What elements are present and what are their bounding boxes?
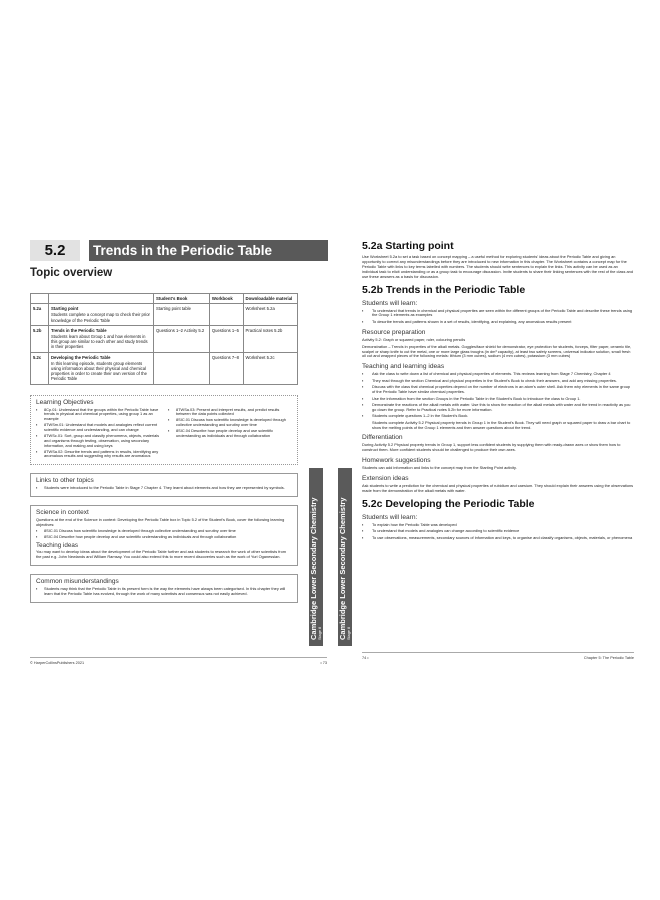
learn-item: ▪ To understand that models and analogies can change according to scientific evidence (362, 529, 634, 534)
teaching-item: ▪ They read through the section Chemical and physical properties in the Student's Book to check their answers, and add any missing properties. (362, 379, 634, 384)
teaching-ideas-title: Teaching ideas (36, 542, 79, 550)
misunderstanding-item: ▪ Students may think that the Periodic Table in its present form is the way the elements have always been categorised. In this chapter they will learn that the Periodic Table has evolved, through the work of many scientists and consensus was not easily achieved. (36, 587, 292, 597)
links-title: Links to other topics (36, 477, 94, 485)
heading-52c: 5.2c Developing the Periodic Table (362, 497, 535, 510)
science-intro: Questions at the end of the Science in context: Developing the Periodic Table box in Topic 5.2 of the Student's Book, cover the following learning objectives: (36, 517, 285, 528)
teaching-item: ▪ Discuss with the class that chemical properties depend on the number of electrons in an atom's outer shell. Ask them why elements in the same group of the Periodic Table have similar chemical properties. (362, 385, 634, 395)
row-students-book: Starting point table (154, 304, 210, 326)
left-page (30, 240, 328, 603)
spine-title: Cambridge Lower Secondary Chemistry (338, 497, 347, 640)
objectives-col-1 (36, 408, 160, 461)
row-students-book: Questions 1–2 Activity 5.2 (154, 325, 210, 352)
teaching-title: Teaching and learning ideas (362, 363, 445, 371)
teaching-item: ▪ Use the information from the section Groups in the Periodic Table in the Student's Book to introduce the class to Group 1. (362, 397, 634, 402)
row-code: 5.2c (31, 352, 49, 384)
learn-item: ▪ To explain how the Periodic Table was developed (362, 523, 634, 528)
teaching-item: ▪ Students complete questions 1–2 in the Student's Book. (362, 414, 634, 419)
objective-item: ▪ 8TWSm.01: Understand that models and analogies reflect current scientific evidence and understanding, and can change (36, 423, 160, 433)
extension-title: Extension ideas (362, 475, 409, 483)
spine-tab-right (338, 468, 352, 646)
chapter-label: Chapter 5: The Periodic Table (583, 656, 634, 660)
heading-52b: 5.2b Trends in the Periodic Table (362, 283, 526, 296)
science-item: ▪ 8SIC.04 Describe how people develop and use scientific understanding as individuals and through collaboration (36, 535, 292, 540)
resource-activity: Activity 5.2: Graph or squared paper, ruler, colouring pencils (362, 336, 466, 342)
row-text: In this learning episode, students group elements using information about their physical and chemical properties in order to create their own version of the Periodic Table (51, 360, 147, 382)
row-title: Trends in the Periodic Table (51, 327, 107, 333)
spine-tab-left (309, 468, 323, 646)
row-code: 5.2b (31, 325, 49, 352)
homework-title: Homework suggestions (362, 457, 431, 465)
heading-52a: 5.2a Starting point (362, 240, 454, 252)
learn-title-52b: Students will learn: (362, 299, 418, 307)
header-code (31, 294, 49, 304)
learning-objectives-title: Learning Objectives (36, 398, 94, 406)
learn-title-52c: Students will learn: (362, 513, 418, 521)
row-downloadable: Practical notes 5.2b (243, 325, 297, 352)
spine-title: Cambridge Lower Secondary Chemistry (309, 497, 318, 640)
objective-item: ▪ 8SIC.01 Discuss how scientific knowledge is developed through collective understanding and scrutiny over time (168, 418, 292, 428)
table-row (31, 325, 298, 352)
learn-item: ▪ To use observations, measurements, secondary sources of information and keys, to organise and classify organisms, objects, materials, or phenomena (362, 536, 634, 541)
row-desc (49, 352, 154, 384)
left-footer (30, 657, 327, 665)
row-title: Developing the Periodic Table (51, 354, 111, 360)
text-52a: Use Worksheet 5.2a to set a task based on concept mapping – a useful method for exploring students' ideas about the Periodic Table and giving an opportunity to correct any misunderstandings before they are introduced to new information in this chapter. The Worksheet contains a concept map for the Periodic Table with links to key terms labelled with numbers. The students should write sentences to explain the links. This activity can be used as an individual task to elicit understanding or as a group task to encourage discussion. Invite students to share their linking sentences with the rest of the class and use these answers as a basis for discussion. (362, 254, 633, 279)
row-desc (49, 304, 154, 326)
header-workbook: Workbook (209, 294, 243, 304)
page-number: 74 • (362, 656, 369, 660)
row-text: Students complete a concept map to check their prior knowledge of the Periodic Table (51, 312, 150, 323)
differentiation-title: Differentiation (362, 434, 403, 442)
row-title: Starting point (51, 306, 79, 312)
table-row (31, 304, 298, 326)
resource-title: Resource preparation (362, 328, 426, 336)
misunderstandings-box (30, 574, 298, 603)
right-footer (362, 652, 634, 660)
spine-stage: Stage 8 (347, 626, 351, 640)
copyright: © HarperCollinsPublishers 2021 (30, 661, 85, 665)
section-header (30, 240, 328, 261)
learning-objectives-box (30, 395, 298, 466)
differentiation-text: During Activity 5.2 Physical property trends in Group 1, support less confident students by supplying them with ready-drawn axes or show them how to construct them. More confident students should be challenged to produce their own axes. (362, 442, 621, 453)
objective-item: ▪ 8SIC.04 Describe how people develop and use scientific understanding as individuals and through collaboration (168, 429, 292, 439)
objective-item: ▪ 8TWSa.03: Present and interpret results, and predict results between the data points collected (168, 408, 292, 418)
header-downloadable: Downloadable material (243, 294, 297, 304)
teaching-extra: Students complete Activity 5.2 Physical property trends in Group 1 in the Student's Book. They will need graph or squared paper to draw a bar chart to show the melting points of the Group 1 elements and then answer questions about the trend. (372, 419, 631, 430)
row-code: 5.2a (31, 304, 49, 326)
overview-table (30, 293, 298, 385)
table-header-row (31, 294, 298, 304)
page-number: • 73 (320, 661, 327, 665)
misunderstandings-title: Common misunderstandings (36, 578, 119, 586)
row-workbook: Questions 7–8 (209, 352, 243, 384)
links-item: ▪ Students were introduced to the Periodic Table in Stage 7 Chapter 4. They learnt about elements and how they are represented by symbols. (36, 486, 292, 491)
right-page (362, 240, 634, 542)
links-box (30, 473, 298, 497)
homework-text: Students can add information and links to the concept map from the Starting Point activity. (362, 465, 517, 471)
table-row (31, 352, 298, 384)
objective-item: ▪ 8TWSa.02: Describe trends and patterns in results, identifying any anomalous results and suggesting why results are anomalous (36, 450, 160, 460)
objective-item: ▪ 8Cp.01: Understand that the groups within the Periodic Table have trends in physical and chemical properties, using group 1 as an example (36, 408, 160, 422)
objective-item: ▪ 8TWSc.01: Sort, group and classify phenomena, objects, materials and organisms through testing, observation, using secondary information, and making and using keys (36, 434, 160, 448)
teaching-item: ▪ Demonstrate the reactions of the alkali metals with water. Use this to show the reaction of the alkali metals with water and the trend in reactivity as you go down the group. Refer to Practical notes 5.2b for more information. (362, 403, 634, 413)
extension-text: Ask students to write a prediction for the chemical and physical properties of rubidium and caesium. They should explain their answers using the observations made from the demonstration of the alkali metals with water. (362, 483, 634, 494)
science-in-context-box (30, 505, 298, 566)
learn-item: ▪ To understand that trends in chemical and physical properties are seen within the different groups of the Periodic Table and describe these trends using the Group 1 elements as examples (362, 309, 634, 319)
objectives-col-2 (168, 408, 292, 461)
learn-item: ▪ To describe trends and patterns shown in a set of results, identifying, and explaining, any anomalous results present (362, 320, 634, 325)
header-students-book: Student's Book (154, 294, 210, 304)
section-title: Trends in the Periodic Table (89, 240, 328, 261)
row-desc (49, 325, 154, 352)
resource-demo: Demonstration – Trends in properties of the alkali metals. Goggles/face shield for demonstrator, eye protection for students, forceps, filter paper, ceramic tile, scalpel or sharp knife to cut the metal, one or more large glass troughs (in dm³ capacity), at least two safety screens, universal indicator solution, small fresh oil cut and wrapped pieces of the following metals: lithium (3 mm cubes), sodium (4 mm cubes), potassium (3 mm cubes) (362, 343, 632, 359)
row-text: Students learn about Group 1 and how elements in this group are similar to each other and study trends in their properties (51, 334, 148, 350)
topic-overview-heading: Topic overview (30, 267, 113, 279)
science-item: ▪ 8SIC.01 Discuss how scientific knowledge is developed through collective understanding and scrutiny over time (36, 529, 292, 534)
spine-stage: Stage 8 (318, 626, 322, 640)
teaching-ideas-text: You may want to develop ideas about the development of the Periodic Table further and ask students to research the work of other scientists from the past e.g. John Newlands and William Ramsay. You could also extend this to more recent discoveries such as the work of Yuri Oganessian. (36, 549, 287, 560)
teaching-item: ▪ Ask the class to write down a list of chemical and physical properties of elements. This reviews learning from Stage 7 Chemistry, Chapter 4 (362, 372, 634, 377)
row-students-book (154, 352, 210, 384)
row-workbook (209, 304, 243, 326)
row-downloadable: Worksheet 5.2a (243, 304, 297, 326)
row-workbook: Questions 1–5 (209, 325, 243, 352)
header-desc (49, 294, 154, 304)
science-in-context-title: Science in context (36, 509, 89, 517)
row-downloadable: Worksheet 5.2c (243, 352, 297, 384)
section-number: 5.2 (30, 240, 80, 261)
